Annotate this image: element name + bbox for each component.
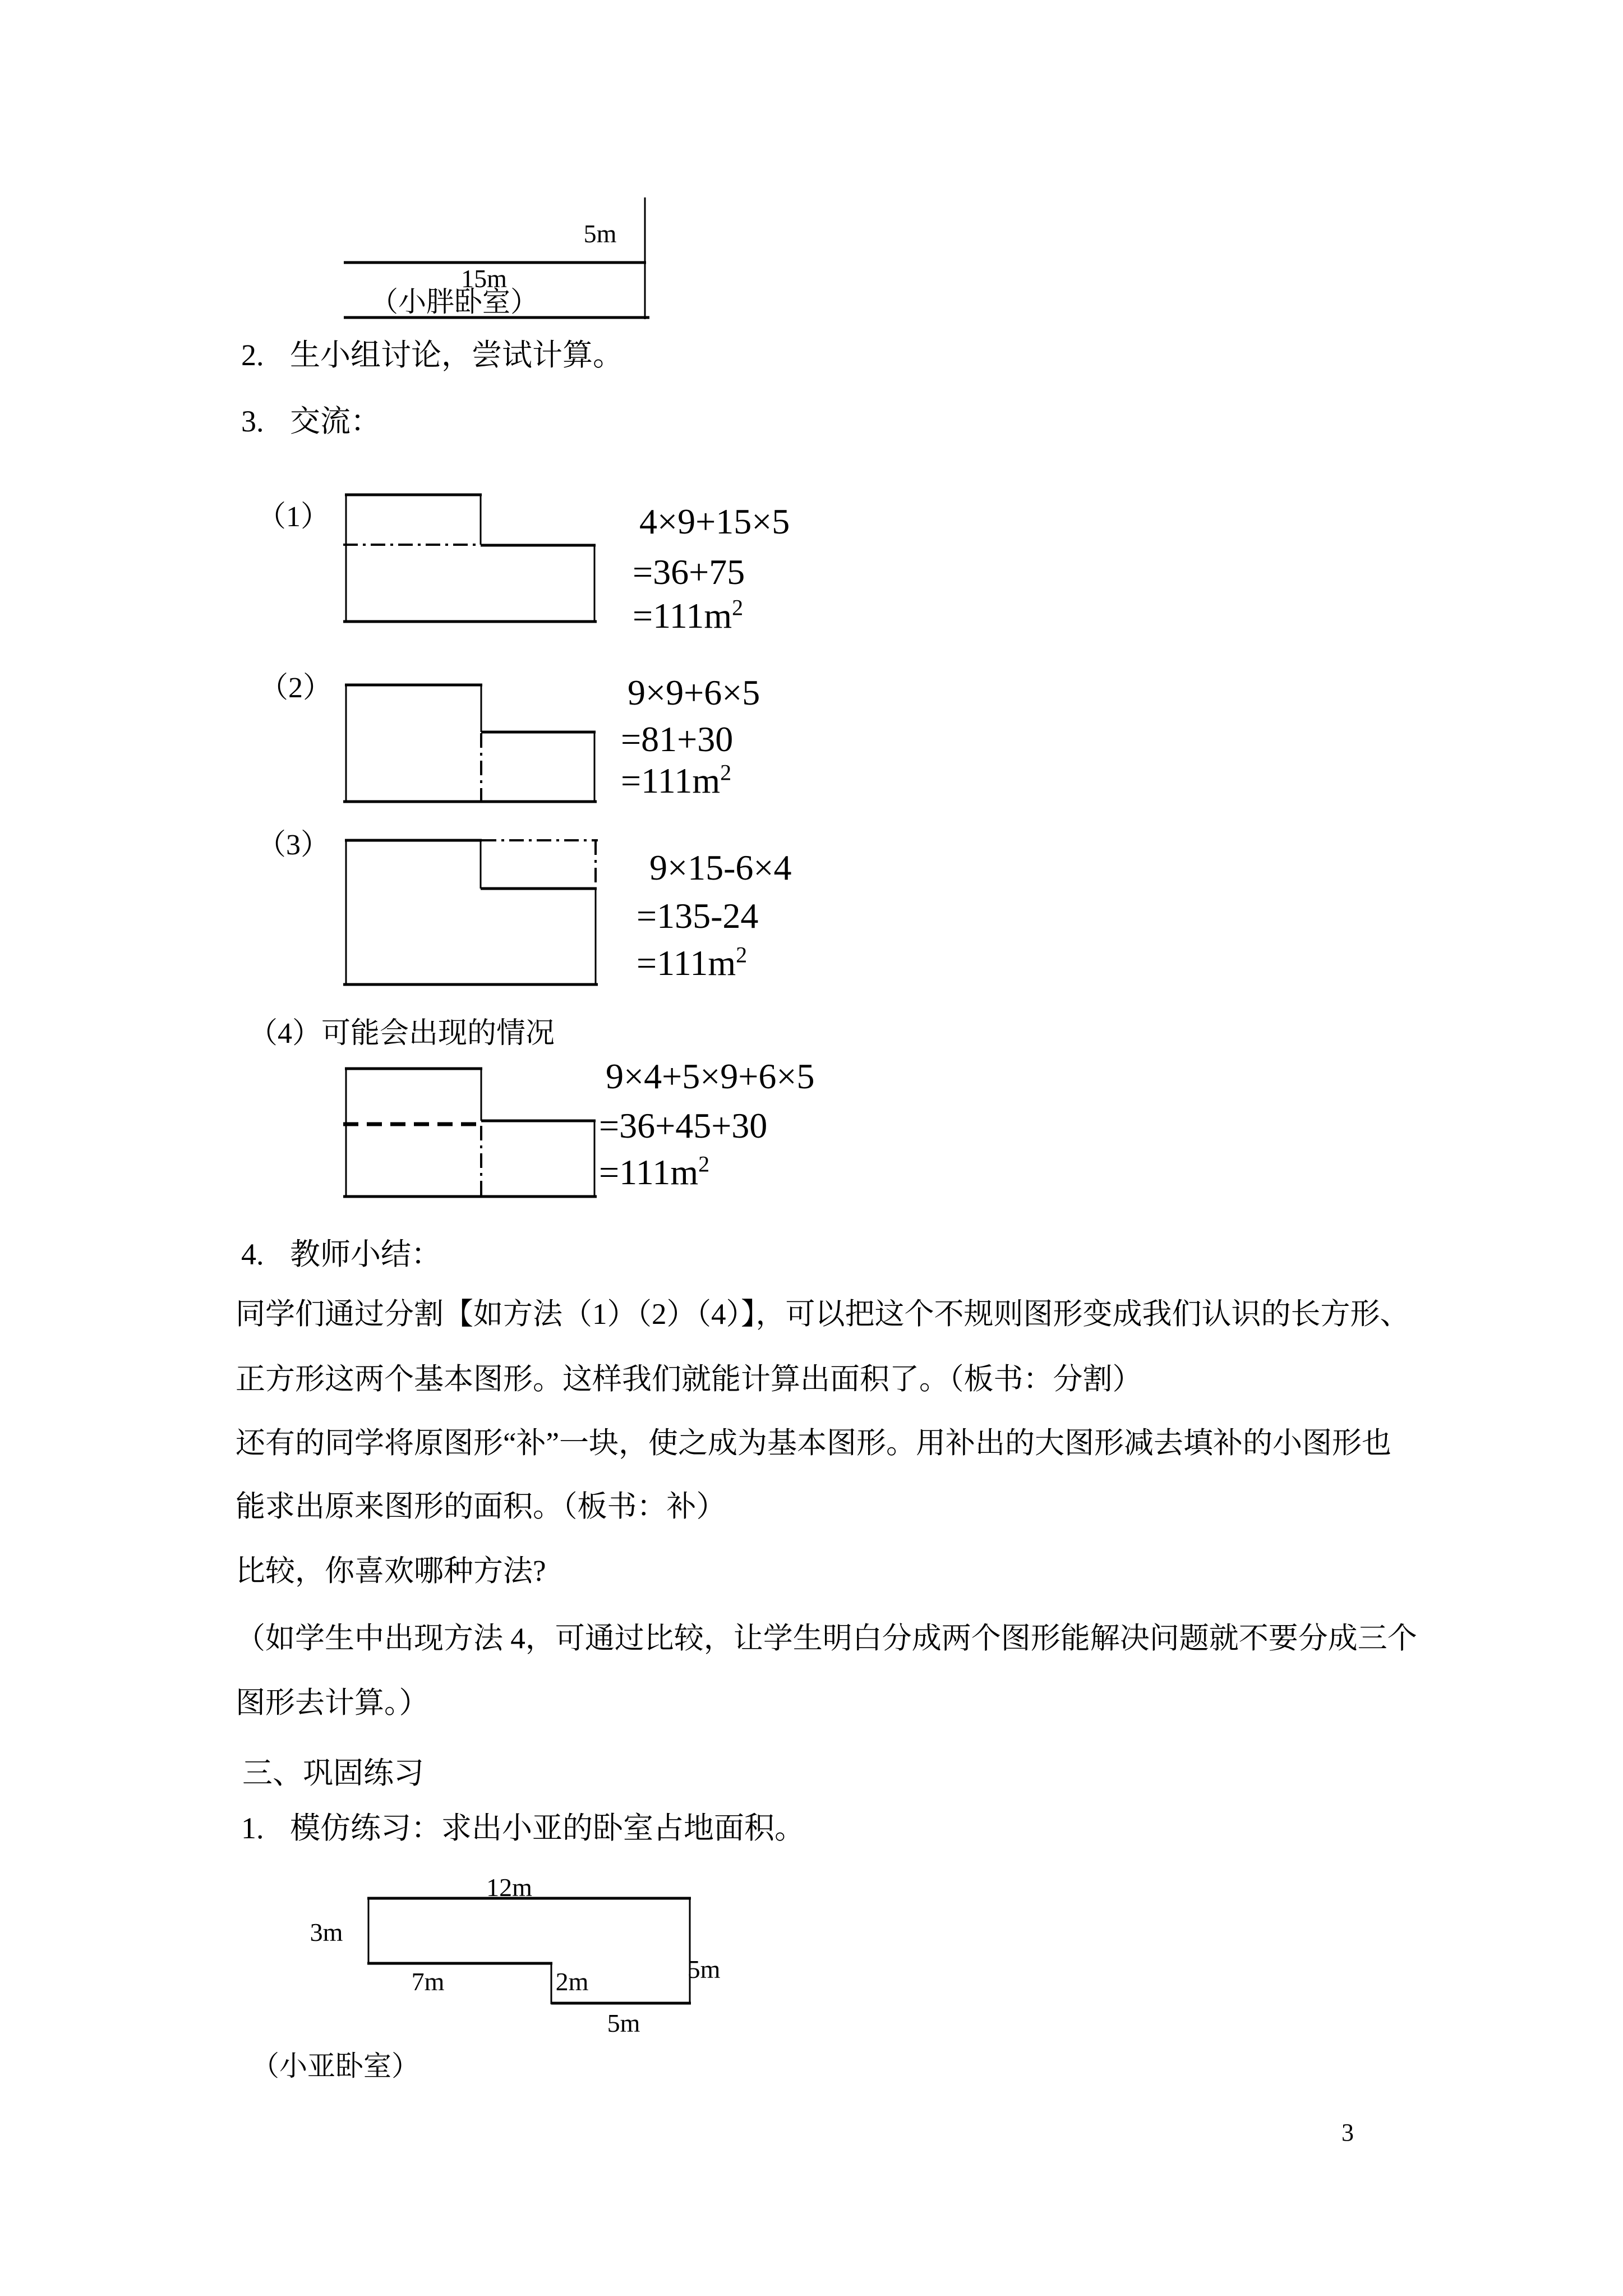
list-item-text: 生小组讨论，尝试计算。: [290, 338, 623, 372]
method-4-shape: [342, 1063, 600, 1203]
summary-paragraph-line: 正方形这两个基本图形。这样我们就能计算出面积了。（板书：分割）: [236, 1363, 1142, 1396]
calc-exponent: 2: [736, 942, 748, 968]
summary-paragraph-line: 还有的同学将原图形“补”一块，使之成为基本图形。用补出的大图形减去填补的小图形也: [236, 1427, 1392, 1460]
calc-result: =111m: [621, 761, 721, 800]
method-3-calc-line-3: [637, 944, 747, 983]
section-title: [242, 1756, 424, 1791]
method-4-calc-line-3: [599, 1153, 709, 1192]
section-title-text: 三、巩固练习: [242, 1756, 424, 1790]
method-3-calc-line-1: 9×15-6×4: [649, 848, 792, 887]
calc-exponent: 2: [698, 1151, 710, 1177]
summary-title: 教师小结：: [290, 1237, 441, 1271]
method-4-calc-line-2: =36+45+30: [599, 1106, 768, 1145]
summary-number: 4.: [241, 1237, 264, 1271]
summary-heading: [241, 1237, 441, 1272]
summary-paragraph-line: 能求出原来图形的面积。（板书：补）: [236, 1490, 726, 1523]
calc-result: =111m: [599, 1152, 699, 1192]
method-1-shape: [342, 491, 600, 628]
method-2-calc-line-2: =81+30: [621, 719, 734, 759]
fragment-width-dim-label: 15m: [461, 264, 507, 293]
practice-bottom-dim-label: 5m: [607, 2009, 640, 2037]
method-1-label: （1）: [257, 501, 330, 533]
method-3-shape: [342, 836, 601, 990]
practice-notch-dim-label: 2m: [555, 1967, 589, 1996]
calc-exponent: 2: [720, 760, 732, 785]
method-4-heading-text: 可能会出现的情况: [321, 1018, 555, 1050]
method-4-heading: [248, 1016, 555, 1051]
calc-result: =111m: [633, 596, 732, 636]
page-number: 3: [1341, 2119, 1354, 2146]
method-2-label: （2）: [259, 672, 333, 704]
method-2-calc-line-1: 9×9+6×5: [628, 673, 760, 712]
fragment-side-dim-label: 5m: [583, 219, 617, 248]
method-3-calc-line-2: =135-24: [637, 896, 759, 936]
list-item-number: 2.: [241, 338, 264, 372]
method-3-label: （3）: [257, 829, 330, 861]
practice-figure-caption: （小亚卧室）: [251, 2050, 419, 2082]
practice-item-1: [241, 1811, 805, 1846]
method-1-calc-line-1: 4×9+15×5: [639, 501, 790, 541]
practice-item-text: 模仿练习：求出小亚的卧室占地面积。: [290, 1811, 805, 1845]
calc-result: =111m: [637, 943, 736, 983]
method-1-calc-line-3: [633, 596, 743, 636]
practice-bottomleft-dim-label: 7m: [411, 1967, 445, 1996]
practice-right-dim-label: 5m: [687, 1955, 721, 1984]
list-item-3: [241, 404, 381, 439]
list-item-2: [241, 338, 623, 372]
practice-left-dim-label: 3m: [310, 1918, 343, 1947]
method-2-shape: [342, 682, 600, 808]
method-2-calc-line-3: [621, 761, 731, 800]
summary-paragraph-line: 比较，你喜欢哪种方法?: [236, 1555, 546, 1588]
list-item-number: 3.: [241, 404, 264, 438]
calc-exponent: 2: [732, 595, 744, 620]
method-1-calc-line-2: =36+75: [633, 552, 745, 592]
summary-paragraph-line: （如学生中出现方法 4，可通过比较，让学生明白分成两个图形能解决问题就不要分成三个: [236, 1622, 1417, 1655]
practice-top-dim-label: 12m: [486, 1873, 532, 1902]
summary-paragraph-line: 同学们通过分割【如方法（1）（2）（4）】，可以把这个不规则图形变成我们认识的长方形、: [236, 1298, 1410, 1331]
method-4-calc-line-1: 9×4+5×9+6×5: [606, 1056, 815, 1096]
list-item-text: 交流：: [290, 404, 381, 438]
summary-paragraph-line: 图形去计算。）: [236, 1687, 429, 1719]
practice-item-number: 1.: [241, 1811, 264, 1845]
fragment-caption: （小胖卧室）: [370, 286, 538, 318]
method-4-label: （4）: [248, 1018, 322, 1050]
